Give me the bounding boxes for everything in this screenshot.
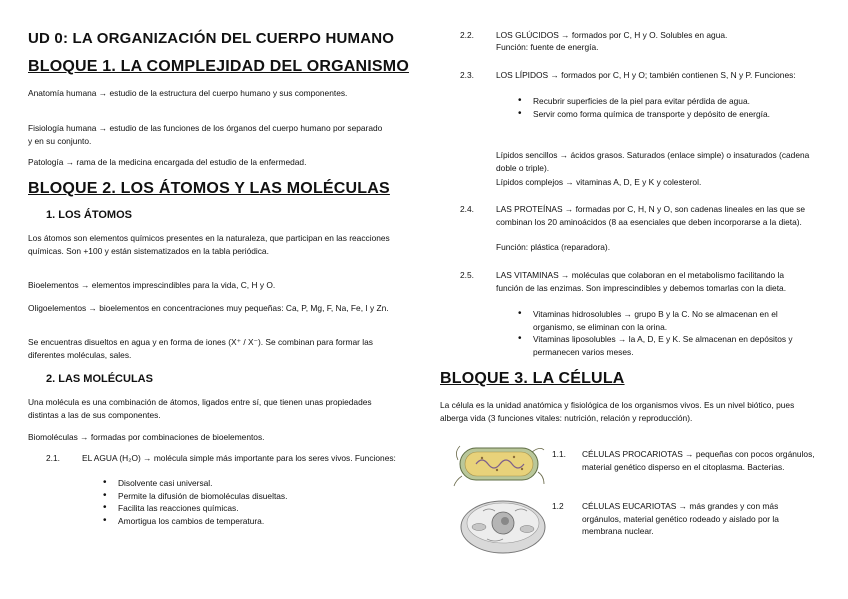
oligoelementos-text: Oligoelementos → bioelementos en concentraciones muy pequeñas: Ca, P, Mg, F, Na, Fe, I y Zn.	[28, 303, 389, 313]
bloque3-heading: BLOQUE 3. LA CÉLULA	[440, 370, 625, 387]
procariotas-text: CÉLULAS PROCARIOTAS → pequeñas con pocos orgánulos, material genético disperso en el citoplasma. Bacterias.	[582, 449, 815, 472]
bacteria-illustration	[452, 440, 547, 488]
list-item: • Amortigua los cambios de temperatura.	[118, 515, 408, 528]
eukaryotic-cell-illustration	[457, 493, 549, 557]
moleculas-title: 2. LAS MOLÉCULAS	[46, 373, 153, 385]
list-item: • Permite la difusión de biomoléculas disueltas.	[118, 490, 408, 503]
anatomia-text: Anatomía humana → estudio de la estructura del cuerpo humano y sus componentes.	[28, 88, 348, 98]
lipidos-number: 2.3.	[460, 70, 474, 80]
list-item: • Disolvente casi universal.	[118, 477, 408, 490]
patologia-text: Patología → rama de la medicina encargada del estudio de la enfermedad.	[28, 157, 307, 167]
glucidos-number: 2.2.	[460, 30, 474, 40]
vitaminas-text: LAS VITAMINAS → moléculas que colaboran en el metabolismo facilitando la función de las enzimas. Son imprescindibles y debemos tomarlas con la dieta.	[496, 270, 787, 293]
glucidos-function: Función: fuente de energía.	[496, 42, 599, 52]
eucariotas-text: CÉLULAS EUCARIOTAS → más grandes y con más orgánulos, material genético rodeado y aislado por la membrana nuclear.	[582, 501, 779, 536]
bloque1-heading: BLOQUE 1. LA COMPLEJIDAD DEL ORGANISMO	[28, 58, 409, 75]
agua-functions-list	[118, 477, 408, 527]
fisiologia-text: Fisiología humana → estudio de las funciones de los órganos del cuerpo humano por separado y en su conjunto.	[28, 123, 383, 146]
list-item: • Vitaminas hidrosolubles → grupo B y la C. No se almacenan en el organismo, se eliminan con la orina.	[533, 308, 815, 333]
vitaminas-list	[533, 308, 815, 358]
iones-text: Se encuentras disueltos en agua y en forma de iones (X⁺ / X⁻). Se combinan para formar las diferentes moléculas, sales.	[28, 337, 373, 360]
list-item: • Servir como forma química de transporte y depósito de energía.	[533, 108, 791, 121]
lipidos-text: LOS LÍPIDOS → formados por C, H y O; también contienen S, N y P. Funciones:	[496, 70, 796, 80]
proteinas-number: 2.4.	[460, 204, 474, 214]
lipidos-sencillos: Lípidos sencillos → ácidos grasos. Saturados (enlace simple) o insaturados (cadena doble o triple).	[496, 150, 810, 173]
lipidos-complejos: Lípidos complejos → vitaminas A, D, E y K y colesterol.	[496, 177, 702, 187]
celula-intro: La célula es la unidad anatómica y fisiológica de los organismos vivos. Es un nivel biótico, pues alberga vida (3 funciones vitales: nutrición, relación y reproducción).	[440, 400, 795, 423]
bioelementos-text: Bioelementos → elementos imprescindibles para la vida, C, H y O.	[28, 280, 276, 290]
bloque2-heading: BLOQUE 2. LOS ÁTOMOS Y LAS MOLÉCULAS	[28, 180, 390, 197]
proteinas-function: Función: plástica (reparadora).	[496, 242, 611, 252]
biomoleculas-text: Biomoléculas → formadas por combinaciones de bioelementos.	[28, 432, 265, 442]
agua-text: EL AGUA (H₂O) → molécula simple más importante para los seres vivos. Funciones:	[82, 453, 396, 463]
moleculas-paragraph: Una molécula es una combinación de átomos, ligados entre sí, que tienen unas propiedades distintas a las de sus componentes.	[28, 397, 372, 420]
atomos-title: 1. LOS ÁTOMOS	[46, 209, 132, 221]
lipidos-functions-list	[533, 95, 791, 120]
eucariotas-number: 1.2	[552, 501, 564, 511]
list-item: • Vitaminas liposolubles → la A, D, E y K. Se almacenan en depósitos y permanecen varios meses.	[533, 333, 815, 358]
atomos-paragraph: Los átomos son elementos químicos presentes en la naturaleza, que participan en las reacciones químicas. Son +100 y están sistematizados en la tabla periódica.	[28, 233, 390, 256]
procariotas-number: 1.1.	[552, 449, 566, 459]
list-item: • Facilita las reacciones químicas.	[118, 502, 408, 515]
vitaminas-number: 2.5.	[460, 270, 474, 280]
list-item: • Recubrir superficies de la piel para evitar pérdida de agua.	[533, 95, 791, 108]
agua-number: 2.1.	[46, 453, 60, 463]
proteinas-text: LAS PROTEÍNAS → formadas por C, H, N y O, son cadenas lineales en las que se combinan los 20 aminoácidos (8 aa esenciales que deben incorporarse a la dieta).	[496, 204, 806, 227]
document-title: UD 0: LA ORGANIZACIÓN DEL CUERPO HUMANO	[28, 30, 395, 47]
glucidos-text: LOS GLÚCIDOS → formados por C, H y O. Solubles en agua.	[496, 30, 728, 40]
